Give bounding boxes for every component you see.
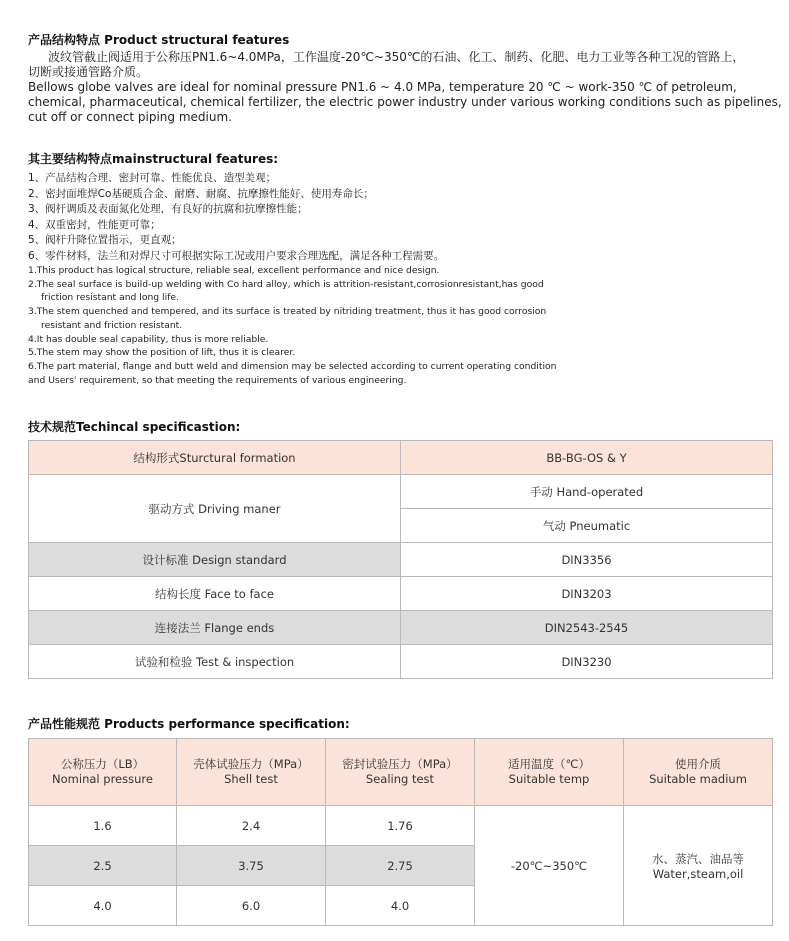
structural-features-text (28, 50, 783, 125)
spec-value-cell: 手动 Hand-operated (401, 475, 773, 509)
cell-sealing: 4.0 (326, 886, 475, 926)
feature-en-line: 3.The stem quenched and tempered, and its surface is treated by nitriding treatment, thus it has good corrosion (28, 306, 547, 318)
feature-en-line: 4.It has double seal capability, thus is more reliable. (28, 333, 269, 345)
header-en: Shell test (224, 772, 278, 786)
performance-table (28, 738, 773, 926)
spec-value-cell: DIN2543-2545 (401, 611, 773, 645)
feature-en-line: and Users' requirement, so that meeting the requirements of various engineering. (28, 374, 407, 386)
feature-cn-item: 4、双重密封，性能更可靠； (28, 218, 161, 231)
performance-header-row (29, 739, 773, 806)
spec-label-cell: 连接法兰 Flange ends (29, 611, 401, 645)
spec-row-structural-formation (29, 441, 773, 475)
structural-en-line-2: chemical, pharmaceutical, chemical fertilizer, the electric power industry under various working conditions such as pipelines, (28, 95, 782, 109)
cell-shell: 3.75 (177, 846, 326, 886)
medium-en: Water,steam,oil (652, 866, 744, 881)
spec-row-design-standard (29, 543, 773, 577)
main-features-list (28, 171, 588, 387)
header-cn: 密封试验压力（MPa） (342, 757, 458, 771)
header-suitable-medium (624, 739, 773, 806)
feature-cn-item: 5、阀杆升降位置指示，更直观； (28, 234, 182, 246)
cell-sealing: 1.76 (326, 806, 475, 846)
header-nominal-pressure (29, 739, 177, 806)
header-en: Suitable temp (508, 772, 590, 786)
header-en: Suitable madium (649, 772, 747, 786)
feature-en-line: 2.The seal surface is build-up welding with Co hard alloy, which is attrition-resistant,corrosionresistant,has good (28, 278, 544, 290)
main-features-heading: 其主要结构特点mainstructural features: (28, 152, 279, 166)
spec-value-cell: DIN3230 (401, 645, 773, 679)
spec-value-cell: 气动 Pneumatic (401, 509, 773, 543)
cell-temp: -20℃~350℃ (475, 806, 624, 926)
header-suitable-temp (475, 739, 624, 806)
header-shell-test (177, 739, 326, 806)
structural-cn-line-2: 切断或接通管路介质。 (28, 65, 149, 79)
spec-value-cell: DIN3203 (401, 577, 773, 611)
header-cn: 壳体试验压力（MPa） (193, 757, 309, 771)
cell-shell: 2.4 (177, 806, 326, 846)
feature-en-line: friction resistant and long life. (41, 292, 179, 304)
spec-row-driving (29, 475, 773, 509)
cell-nominal: 4.0 (29, 886, 177, 926)
feature-cn-item: 6、零件材料，法兰和对焊尺寸可根据实际工况或用户要求合理选配，满足各种工程需要。 (28, 249, 445, 262)
spec-row-test (29, 645, 773, 679)
spec-label-cell: 试验和检验 Test & inspection (29, 645, 401, 679)
medium-cn: 水、蒸汽、油品等 (652, 851, 744, 866)
feature-en-line: resistant and friction resistant. (41, 319, 183, 331)
feature-cn-item: 3、阀杆调质及表面氮化处理，有良好的抗腐和抗摩擦性能； (28, 203, 308, 215)
spec-row-face-to-face (29, 577, 773, 611)
header-sealing-test (326, 739, 475, 806)
spec-table (28, 440, 773, 679)
structural-en-line-1: Bellows globe valves are ideal for nominal pressure PN1.6 ~ 4.0 MPa, temperature 20 ℃ ~ work-350 ℃ of petroleum, (28, 80, 737, 94)
spec-row-flange-ends (29, 611, 773, 645)
header-cn: 适用温度（℃） (508, 757, 590, 771)
feature-en-line: 1.This product has logical structure, reliable seal, excellent performance and nice design. (28, 265, 440, 276)
header-cn: 公称压力（LB） (60, 757, 145, 771)
structural-features-heading: 产品结构特点 Product structural features (28, 33, 290, 47)
cell-medium (624, 806, 773, 926)
spec-label-cell: 结构形式Sturctural formation (29, 441, 401, 475)
spec-label-cell: 驱动方式 Driving maner (29, 475, 401, 543)
header-cn: 使用介质 (675, 757, 721, 771)
structural-cn-line-1: 波纹管截止阀适用于公称压PN1.6~4.0MPa，工作温度-20℃~350℃的石油、化工、制药、化肥、电力工业等各种工况的管路上， (48, 50, 745, 64)
spec-heading: 技术规范Techincal specificastion: (28, 420, 241, 434)
cell-sealing: 2.75 (326, 846, 475, 886)
cell-nominal: 2.5 (29, 846, 177, 886)
cell-shell: 6.0 (177, 886, 326, 926)
feature-cn-item: 1、产品结构合理、密封可靠、性能优良、造型美观； (28, 172, 277, 184)
spec-value-cell: BB-BG-OS & Y (401, 441, 773, 475)
header-en: Nominal pressure (52, 772, 153, 786)
structural-en-line-3: cut off or connect piping medium. (28, 110, 232, 124)
table-row (29, 806, 773, 846)
feature-en-line: 5.The stem may show the position of lift, thus it is clearer. (28, 347, 296, 359)
header-en: Sealing test (365, 772, 435, 786)
spec-value-cell: DIN3356 (401, 543, 773, 577)
feature-en-line: 6.The part material, flange and butt weld and dimension may be selected according to current operating condition (28, 360, 557, 372)
cell-nominal: 1.6 (29, 806, 177, 846)
performance-heading: 产品性能规范 Products performance specification: (28, 717, 350, 731)
spec-label-cell: 结构长度 Face to face (29, 577, 401, 611)
spec-label-cell: 设计标准 Design standard (29, 543, 401, 577)
feature-cn-item: 2、密封面堆焊Co基硬质合金、耐磨、耐腐、抗摩擦性能好、使用寿命长； (28, 187, 374, 200)
